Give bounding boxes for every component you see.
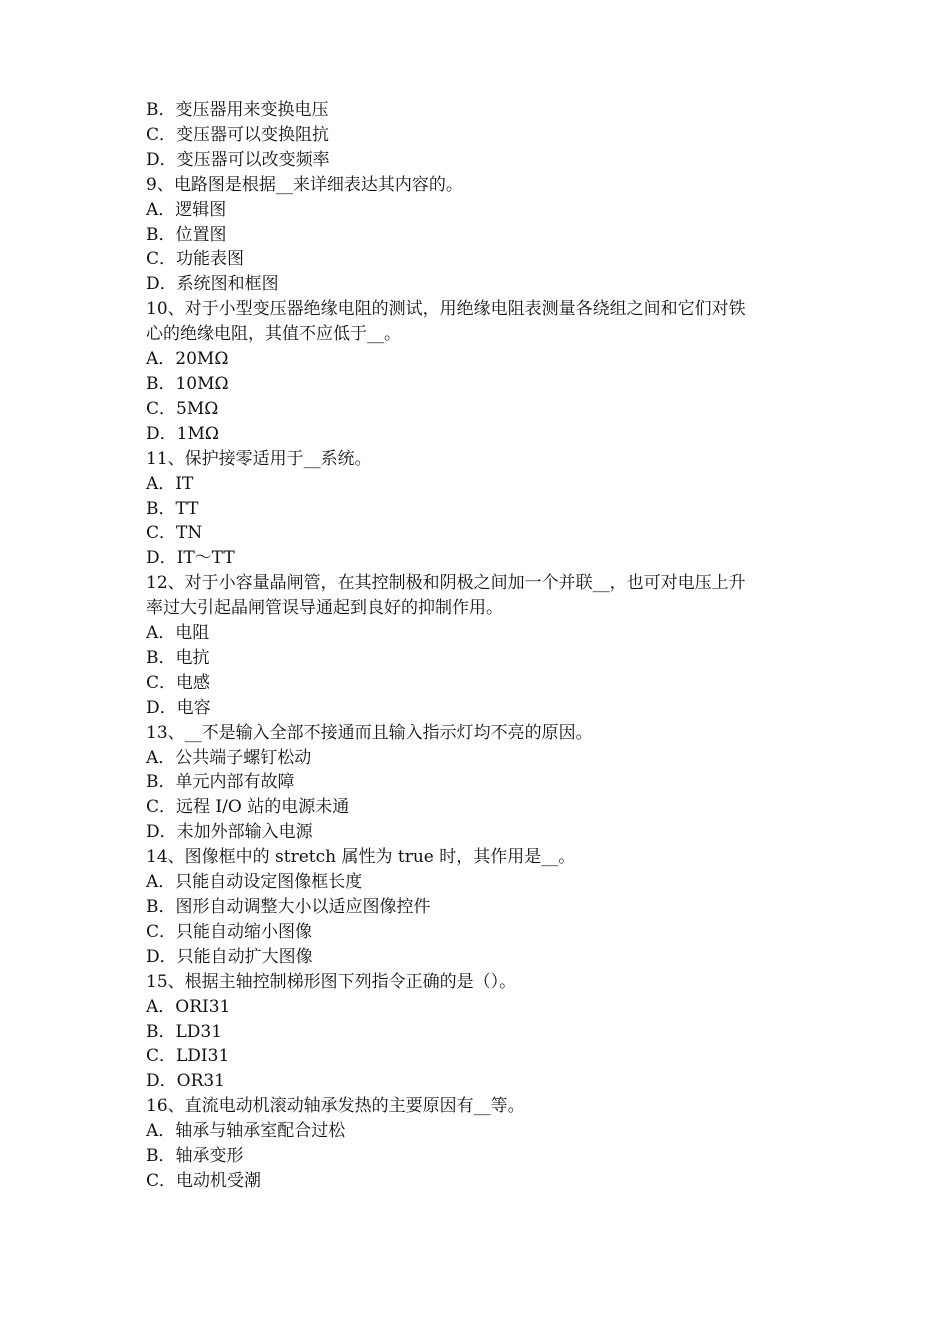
question-16: 16、直流电动机滚动轴承发热的主要原因有__等。 <box>146 1096 525 1117</box>
option-line: A．IT <box>146 473 194 494</box>
option-line: C．TN <box>146 523 203 544</box>
option-line: C．LDI31 <box>146 1046 230 1067</box>
option-line: B．位置图 <box>146 224 227 245</box>
option-line: C．变压器可以变换阻抗 <box>146 124 330 145</box>
option-line: B．轴承变形 <box>146 1146 244 1167</box>
option-line: C．电动机受潮 <box>146 1170 262 1191</box>
question-15: 15、根据主轴控制梯形图下列指令正确的是（）。 <box>146 971 517 992</box>
option-line: D．系统图和框图 <box>146 274 279 295</box>
document-body <box>146 98 816 1194</box>
question-13: 13、__不是输入全部不接通而且输入指示灯均不亮的原因。 <box>146 722 593 743</box>
option-line: C．5MΩ <box>146 398 219 419</box>
option-line: B．变压器用来变换电压 <box>146 100 329 120</box>
question-11: 11、保护接零适用于__系统。 <box>146 448 372 469</box>
option-line: A．20MΩ <box>146 349 229 370</box>
option-line: A．逻辑图 <box>146 199 227 220</box>
option-line: C．功能表图 <box>146 249 245 270</box>
option-line: D．IT～TT <box>146 548 235 569</box>
option-line: B．LD31 <box>146 1021 223 1042</box>
question-12-cont: 率过大引起晶闸管误导通起到良好的抑制作用。 <box>146 598 503 619</box>
question-10-cont: 心的绝缘电阻，其值不应低于__。 <box>146 324 401 345</box>
option-line: D．OR31 <box>146 1071 225 1092</box>
option-line: A．轴承与轴承室配合过松 <box>146 1121 346 1142</box>
question-10: 10、对于小型变压器绝缘电阻的测试，用绝缘电阻表测量各绕组之间和它们对铁 <box>146 299 746 320</box>
question-9: 9、电路图是根据__来详细表达其内容的。 <box>146 174 463 195</box>
option-line: D．未加外部输入电源 <box>146 822 313 843</box>
option-line: B．10MΩ <box>146 373 229 394</box>
option-line: A．只能自动设定图像框长度 <box>146 872 363 893</box>
option-line: B．单元内部有故障 <box>146 772 295 793</box>
option-line: D．只能自动扩大图像 <box>146 946 313 967</box>
option-line: B．图形自动调整大小以适应图像控件 <box>146 897 431 917</box>
option-line: B．TT <box>146 498 199 519</box>
question-12: 12、对于小容量晶闸管，在其控制极和阴极之间加一个并联__，也可对电压上升 <box>146 573 746 594</box>
option-line: A．电阻 <box>146 623 210 644</box>
option-line: C．电感 <box>146 672 211 693</box>
option-line: A．ORI31 <box>146 996 231 1017</box>
option-line: C．远程 I/O 站的电源未通 <box>146 797 350 818</box>
option-line: D．电容 <box>146 697 211 718</box>
option-line: D．变压器可以改变频率 <box>146 149 330 170</box>
question-14: 14、图像框中的 stretch 属性为 true 时，其作用是__。 <box>146 847 576 868</box>
option-line: C．只能自动缩小图像 <box>146 921 313 942</box>
option-line: D．1MΩ <box>146 423 219 444</box>
option-line: B．电抗 <box>146 647 210 668</box>
option-line: A．公共端子螺钉松动 <box>146 747 312 768</box>
